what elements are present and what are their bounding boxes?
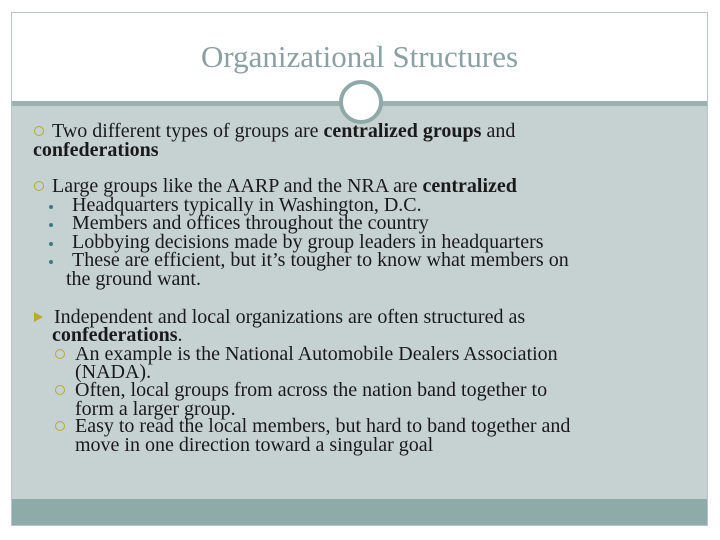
- bullet3-sub2-line1: Often, local groups from across the nation band together to: [75, 379, 548, 401]
- bullet1-bold-term: centralized groups: [323, 120, 482, 142]
- bullet3-line2: [52, 326, 183, 344]
- bullet3-sub2-line2: form a larger group.: [75, 398, 236, 420]
- circle-bullet-icon: [55, 349, 65, 359]
- bullet1-line2: confederations: [33, 139, 159, 161]
- bullet2-sub4-cont: the ground want.: [66, 268, 201, 290]
- bullet3-sub1-line2: (NADA).: [75, 361, 152, 383]
- bullet1-line1: [52, 122, 515, 140]
- circle-bullet-icon: [55, 421, 65, 431]
- bullet3-sub3-line2: move in one direction toward a singular goal: [75, 434, 434, 456]
- bullet3-period: .: [177, 324, 183, 346]
- circle-bullet-icon: [55, 385, 65, 395]
- ring-ornament-icon: [339, 80, 383, 124]
- bullet3-bold-term: confederations: [52, 324, 178, 346]
- bullet2-line1: [52, 177, 517, 195]
- dot-bullet-icon: [49, 205, 53, 209]
- bullet1-tail: and: [481, 120, 516, 142]
- bullet3-sub3-line1: Easy to read the local members, but hard to band together and: [75, 415, 571, 437]
- dot-bullet-icon: [49, 242, 53, 246]
- bullet2-sub2: Members and offices throughout the country: [72, 212, 429, 234]
- footer-bar: [12, 499, 707, 525]
- dot-bullet-icon: [49, 260, 53, 264]
- arrow-bullet-icon: [34, 312, 43, 322]
- bullet3-sub1-line1: An example is the National Automobile Dealers Association: [75, 343, 558, 365]
- bullet2-bold-term: centralized: [422, 175, 517, 197]
- bullet1-text: Two different types of groups are: [52, 120, 324, 142]
- bullet3-line1: Independent and local organizations are often structured as: [54, 306, 526, 328]
- dot-bullet-icon: [49, 223, 53, 227]
- bullet2-sub4: These are efficient, but it’s tougher to know what members on: [72, 249, 569, 271]
- bullet2-sub3: Lobbying decisions made by group leaders in headquarters: [72, 231, 544, 253]
- bullet2-sub1: Headquarters typically in Washington, D.C.: [72, 194, 422, 216]
- circle-bullet-icon: [34, 181, 44, 191]
- bullet2-text: Large groups like the AARP and the NRA are: [52, 175, 423, 197]
- circle-bullet-icon: [34, 126, 44, 136]
- slide-title: Organizational Structures: [200, 39, 519, 74]
